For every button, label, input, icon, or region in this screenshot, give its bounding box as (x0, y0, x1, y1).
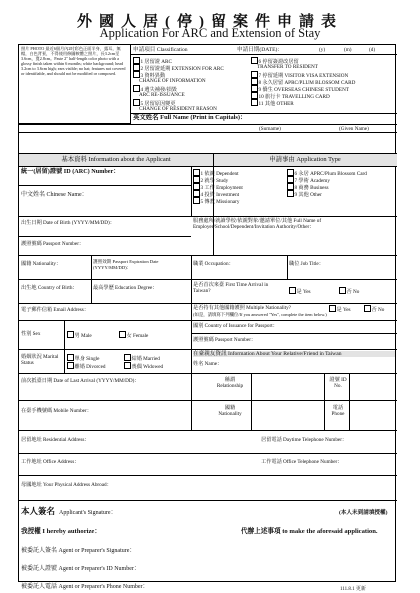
relationship-label[interactable]: 稱謂 Relationship (216, 377, 244, 390)
agent-signature-label[interactable]: 被委託人簽名 Agent or Preparer's Signature： (21, 548, 136, 554)
occupation-label[interactable]: 職業 Occupation： (193, 261, 234, 267)
first-time-yes[interactable]: 是 Yes (289, 287, 311, 295)
id-no-label[interactable]: 證號 ID No. (329, 377, 347, 390)
class-4[interactable]: 4 遺失補發/損毀 (133, 85, 177, 93)
job-title-label[interactable]: 職位 Job Title： (289, 261, 324, 267)
form-title-en: Application For ARC and Extension of Stay (99, 26, 321, 40)
other-nat-country-label[interactable]: 國別 Country of Issuance for Passport： (193, 323, 278, 329)
dob-label[interactable]: 出生日期 Date of Birth (YYYY/MM/DD)： (21, 220, 115, 226)
app-type-header: 申請事由 Application Type (213, 153, 397, 167)
version-note: 111.8.1 更新 (340, 587, 366, 592)
type-7[interactable]: 7 學術 Academy (287, 176, 330, 184)
authorize-tail: 代辦上述事項 to make the aforesaid application. (241, 528, 378, 535)
class-11[interactable]: 11 其他 OTHER (251, 99, 294, 107)
date-month[interactable]: (m) (344, 47, 352, 53)
multiple-nat-no[interactable]: 否 No (364, 305, 384, 313)
nationality-label[interactable]: 國籍 Nationality： (21, 261, 62, 267)
class-6-en: TRANSFER TO RESIDENT (257, 64, 318, 70)
type-5[interactable]: 5 傳教 Missionary (193, 197, 239, 205)
country-birth-label[interactable]: 出生地 Country of Birth： (21, 285, 78, 291)
employer-label[interactable]: 服務處所/就讀學校/依親對象/邀請單位/其他 Full Name of Employer/School/Dependent/Invitation Authority/Other： (193, 218, 322, 231)
chinese-name-label[interactable]: 中文姓名 Chinese Name： (21, 192, 88, 198)
marital-divorced[interactable]: 離婚 Divorced (67, 362, 105, 370)
email-label[interactable]: 電子郵件信箱 Email Address： (21, 307, 90, 313)
class-5-en: CHANGE OF RESIDENT REASON (139, 106, 217, 112)
arc-number-label[interactable]: 統一(居留)證號 ID (ARC) Number： (21, 168, 120, 175)
sex-male[interactable]: 男 Male (67, 331, 92, 339)
signature-label-zh: 本人簽名 (21, 506, 56, 516)
education-label[interactable]: 最高學歷 Education Degree： (93, 285, 158, 291)
office-phone-label[interactable]: 工作電話 Office Telephone Number： (261, 459, 343, 465)
class-8[interactable]: 8 永久居留 APRC/PLUM BLOSSOM CARD (251, 78, 355, 86)
physical-address-label[interactable]: 母國地址 Your Physical Address Abroad： (21, 482, 112, 488)
office-address-label[interactable]: 工作地址 Office Address： (21, 459, 80, 465)
date-day[interactable]: (d) (369, 47, 376, 53)
sex-female[interactable]: 女 Female (119, 331, 148, 339)
form-title-zh: 外國人居(停)留案件申請表 (77, 14, 343, 30)
type-4[interactable]: 4 投資 Investment (193, 190, 239, 198)
type-3[interactable]: 3 工作 Employment (193, 183, 243, 191)
marital-single[interactable]: 單身 Single (67, 354, 99, 362)
multiple-nat-note: (如是，請填寫下列欄位/If you answered "Yes", complete the item below.) (193, 312, 327, 317)
class-9[interactable]: 9 僑生 OVERSEAS CHINESE STUDENT (251, 85, 349, 93)
residential-address-label[interactable]: 居留地址 Residential Address： (21, 437, 90, 443)
photo-area[interactable]: 照片 PHOTO 最近6個月內2吋彩色正面半身，露耳，無帽，白色背景，不得使用修圖軟體之照片，長3.2cm至3.6cm，寬2.8cm。Paste 2" half-length color photo with a glossy finish taken within 6 months; white background; head 3.2cm to 3.6cm high; ears visible; no hat; features not covered or identifiable, and should not be modified or composed. (19, 45, 131, 124)
passport-number-label[interactable]: 護照號碼 Passport Number： (21, 241, 85, 247)
type-2[interactable]: 2 就學 Study (193, 176, 228, 184)
class-7[interactable]: 7 停留延期 VISITOR VISA EXTENSION (251, 71, 348, 79)
date-label: 申請日期(DATE)： (237, 47, 283, 53)
date-year[interactable]: (y) (319, 47, 326, 53)
rel-nationality-label[interactable]: 國籍 Nationality (218, 405, 242, 418)
type-1[interactable]: 1 依親 Dependent (193, 169, 239, 177)
class-4-en: ARC RE-ISSUANCE (139, 92, 185, 98)
agent-id-label[interactable]: 被委託人證號 Agent or Preparer's ID Number： (21, 566, 140, 572)
daytime-phone-label[interactable]: 居留電話 Daytime Telephone Number： (261, 437, 348, 443)
type-9[interactable]: 9 其他 Other (287, 190, 322, 198)
surname-label: (Surname) (259, 126, 281, 132)
class-5[interactable]: 5 居留原因變更 (133, 99, 176, 107)
classification-label: 申請項目 Classification (133, 47, 188, 53)
class-2[interactable]: 2 居留證延期 EXTENSION FOR ARC (133, 64, 224, 72)
rel-phone-label[interactable]: 電話 Phone (331, 405, 345, 418)
marital-widowed[interactable]: 喪偶 Widowed (124, 362, 163, 370)
mobile-label[interactable]: 在臺手機號碼 Mobile Number： (21, 408, 92, 414)
relative-header: 在臺親友資訊 Information About Your Relative/Friend in Taiwan (193, 351, 395, 357)
marital-married[interactable]: 結婚 Married (124, 354, 160, 362)
first-time-no[interactable]: 否 No (339, 287, 359, 295)
type-6[interactable]: 6 永居 APRC/Plum Blossom Card (287, 169, 367, 177)
class-3[interactable]: 3 資料異動 (133, 71, 165, 79)
class-1[interactable]: 1 居留證 ARC (133, 57, 172, 65)
multiple-nat-label: 是否持有其他國籍護照 Multiple Nationality? (193, 305, 291, 311)
class-10[interactable]: 10 旅行卡 TRAVELLING CARD (251, 92, 330, 100)
class-3-en: CHANGE OF INFORMATION (139, 78, 206, 84)
first-time-label: 是否首次來臺 First Time Arrival in Taiwan? (193, 282, 269, 295)
multiple-nat-yes[interactable]: 是 Yes (329, 305, 351, 313)
other-passport-label[interactable]: 護照號碼 Passport Number： (193, 337, 257, 343)
marital-label: 婚姻狀況 Marital Status (21, 354, 59, 367)
basic-info-header: 基本資料 Information about the Applicant (19, 153, 213, 167)
given-name-label: (Given Name) (339, 126, 369, 132)
last-arrival-label[interactable]: 前次抵臺日期 Date of Last Arrival (YYYY/MM/DD)： (21, 378, 140, 384)
class-6[interactable]: 6 停留簽證改居留 (251, 57, 299, 65)
sex-label: 性別 Sex (21, 331, 41, 337)
type-8[interactable]: 8 商務 Business (287, 183, 329, 191)
passport-expiry-label[interactable]: 護照效期 Passport Expiration Date (YYYY/MM/DD)： (93, 259, 159, 271)
full-name-label: 英文姓名 Full Name (Print in Capitals)： (133, 114, 247, 121)
signature-label-en[interactable]: Applicant's Signature： (59, 510, 117, 516)
authorize-label[interactable]: 我授權 I hereby authorize： (21, 528, 101, 535)
relative-name-label[interactable]: 姓名 Name： (193, 361, 223, 367)
agent-phone-label[interactable]: 被委託人電話 Agent or Preparer's Phone Number： (21, 584, 149, 590)
signature-note: (本人未到請填授權) (339, 510, 388, 516)
